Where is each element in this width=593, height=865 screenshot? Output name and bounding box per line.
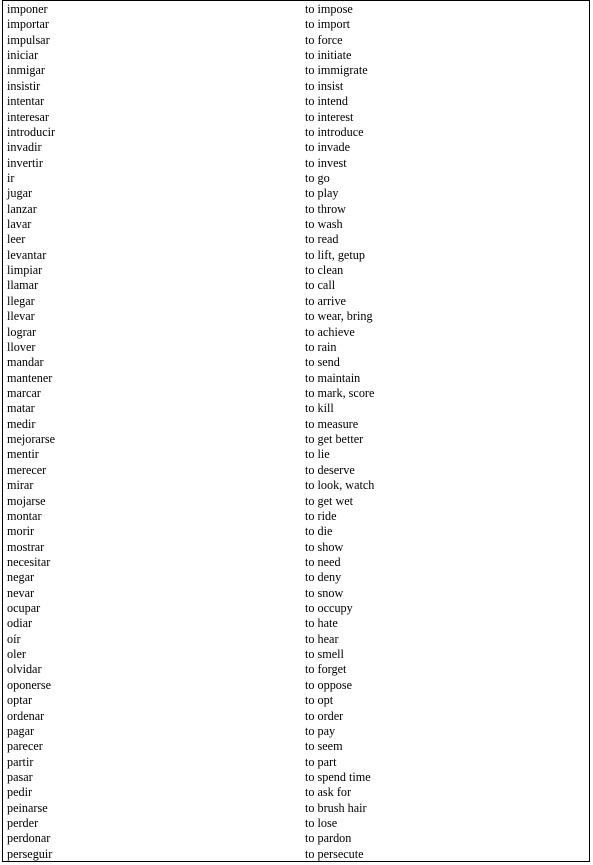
table-row bbox=[3, 417, 589, 432]
english-translation: to lift, getup bbox=[305, 247, 365, 262]
english-translation: to forget bbox=[305, 662, 347, 677]
spanish-verb: impulsar bbox=[7, 32, 50, 47]
english-translation: to play bbox=[305, 186, 339, 201]
spanish-verb: matar bbox=[7, 401, 35, 416]
english-translation: to lie bbox=[305, 447, 330, 462]
table-row bbox=[3, 94, 589, 109]
table-row bbox=[3, 432, 589, 447]
english-translation: to immigrate bbox=[305, 63, 368, 78]
table-row bbox=[3, 816, 589, 831]
spanish-verb: introducir bbox=[7, 124, 56, 139]
table-row bbox=[3, 278, 589, 293]
table-row bbox=[3, 1, 589, 17]
spanish-verb: mirar bbox=[7, 478, 34, 493]
table-row bbox=[3, 785, 589, 800]
table-row bbox=[3, 171, 589, 186]
english-translation: to show bbox=[305, 539, 344, 554]
english-translation: to die bbox=[305, 524, 333, 539]
spanish-verb: peinarse bbox=[7, 800, 48, 815]
table-row bbox=[3, 524, 589, 539]
spanish-verb: imponer bbox=[7, 2, 48, 16]
spanish-verb: levantar bbox=[7, 247, 47, 262]
english-translation: to order bbox=[305, 708, 344, 723]
english-translation: to seem bbox=[305, 739, 343, 754]
table-row bbox=[3, 140, 589, 155]
english-translation: to ride bbox=[305, 508, 337, 523]
english-translation: to clean bbox=[305, 263, 344, 278]
spanish-verb: importar bbox=[7, 17, 49, 32]
spanish-verb: invertir bbox=[7, 155, 43, 170]
spanish-verb: jugar bbox=[7, 186, 33, 201]
table-row bbox=[3, 202, 589, 217]
english-translation: to lose bbox=[305, 816, 338, 831]
english-translation: to ask for bbox=[305, 785, 352, 800]
english-translation: to pay bbox=[305, 723, 336, 738]
verb-table-body bbox=[3, 1, 589, 862]
english-translation: to send bbox=[305, 355, 340, 370]
spanish-verb: inmigar bbox=[7, 63, 45, 78]
spanish-verb: nevar bbox=[7, 585, 35, 600]
spanish-verb: necesitar bbox=[7, 554, 51, 569]
spanish-verb: mojarse bbox=[7, 493, 46, 508]
spanish-verb: lavar bbox=[7, 217, 32, 232]
english-translation: to smell bbox=[305, 647, 344, 662]
spanish-verb: merecer bbox=[7, 462, 47, 477]
spanish-verb: optar bbox=[7, 693, 33, 708]
english-translation: to deserve bbox=[305, 462, 355, 477]
spanish-verb: pagar bbox=[7, 723, 35, 738]
table-row bbox=[3, 33, 589, 48]
english-translation: to wash bbox=[305, 217, 343, 232]
english-translation: to invade bbox=[305, 140, 351, 155]
spanish-verb: mejorarse bbox=[7, 432, 56, 447]
table-row bbox=[3, 540, 589, 555]
english-translation: to impose bbox=[305, 2, 353, 16]
english-translation: to read bbox=[305, 232, 339, 247]
spanish-verb: llamar bbox=[7, 278, 39, 293]
spanish-verb: mentir bbox=[7, 447, 39, 462]
table-row bbox=[3, 156, 589, 171]
spanish-verb: oler bbox=[7, 647, 26, 662]
english-translation: to brush hair bbox=[305, 800, 367, 815]
english-translation: to oppose bbox=[305, 677, 353, 692]
table-row bbox=[3, 616, 589, 631]
english-translation: to throw bbox=[305, 201, 346, 216]
table-row bbox=[3, 294, 589, 309]
spanish-verb: oponerse bbox=[7, 677, 51, 692]
table-row bbox=[3, 371, 589, 386]
spanish-verb: perdonar bbox=[7, 831, 51, 846]
english-translation: to intend bbox=[305, 94, 348, 109]
table-row bbox=[3, 79, 589, 94]
spanish-verb: parecer bbox=[7, 739, 43, 754]
spanish-verb: ir bbox=[7, 170, 15, 185]
table-row bbox=[3, 355, 589, 370]
english-translation: to spend time bbox=[305, 769, 371, 784]
english-translation: to get wet bbox=[305, 493, 354, 508]
table-row bbox=[3, 555, 589, 570]
spanish-verb: llegar bbox=[7, 293, 35, 308]
english-translation: to snow bbox=[305, 585, 344, 600]
table-row bbox=[3, 755, 589, 770]
spanish-verb: mandar bbox=[7, 355, 44, 370]
table-row bbox=[3, 386, 589, 401]
spanish-verb: iniciar bbox=[7, 48, 39, 63]
table-row bbox=[3, 48, 589, 63]
english-translation: to call bbox=[305, 278, 336, 293]
table-row bbox=[3, 478, 589, 493]
english-translation: to deny bbox=[305, 570, 342, 585]
table-row bbox=[3, 232, 589, 247]
english-translation: to hear bbox=[305, 631, 339, 646]
english-translation: to need bbox=[305, 554, 341, 569]
english-translation: to occupy bbox=[305, 601, 353, 616]
table-row bbox=[3, 647, 589, 662]
english-translation: to initiate bbox=[305, 48, 352, 63]
english-translation: to hate bbox=[305, 616, 338, 631]
vocabulary-sheet bbox=[2, 0, 590, 862]
table-row bbox=[3, 340, 589, 355]
table-row bbox=[3, 709, 589, 724]
table-row bbox=[3, 601, 589, 616]
table-row bbox=[3, 739, 589, 754]
table-row bbox=[3, 125, 589, 140]
spanish-verb: pasar bbox=[7, 769, 33, 784]
spanish-verb: llevar bbox=[7, 309, 35, 324]
table-row bbox=[3, 217, 589, 232]
table-row bbox=[3, 724, 589, 739]
english-translation: to kill bbox=[305, 401, 334, 416]
table-row bbox=[3, 831, 589, 846]
spanish-verb: lanzar bbox=[7, 201, 37, 216]
spanish-verb: montar bbox=[7, 508, 42, 523]
spanish-verb: pedir bbox=[7, 785, 33, 800]
english-translation: to pardon bbox=[305, 831, 352, 846]
spanish-verb: partir bbox=[7, 754, 34, 769]
table-row bbox=[3, 570, 589, 585]
english-translation: to interest bbox=[305, 109, 354, 124]
spanish-verb: marcar bbox=[7, 385, 41, 400]
spanish-verb: odiar bbox=[7, 616, 33, 631]
table-row bbox=[3, 847, 589, 862]
spanish-verb: intentar bbox=[7, 94, 45, 109]
table-row bbox=[3, 494, 589, 509]
english-translation: to invest bbox=[305, 155, 347, 170]
english-translation: to go bbox=[305, 170, 330, 185]
table-row bbox=[3, 17, 589, 32]
table-row bbox=[3, 325, 589, 340]
table-row bbox=[3, 693, 589, 708]
spanish-verb: leer bbox=[7, 232, 26, 247]
table-row bbox=[3, 509, 589, 524]
english-translation: to insist bbox=[305, 78, 344, 93]
table-row bbox=[3, 586, 589, 601]
table-row bbox=[3, 248, 589, 263]
table-row bbox=[3, 186, 589, 201]
spanish-verb: medir bbox=[7, 416, 36, 431]
table-row bbox=[3, 447, 589, 462]
english-translation: to persecute bbox=[305, 846, 364, 861]
verb-table bbox=[3, 1, 589, 862]
english-translation: to measure bbox=[305, 416, 359, 431]
spanish-verb: mantener bbox=[7, 370, 53, 385]
spanish-verb: llover bbox=[7, 339, 36, 354]
english-translation: to introduce bbox=[305, 124, 364, 139]
table-row bbox=[3, 309, 589, 324]
spanish-verb: morir bbox=[7, 524, 35, 539]
english-translation: to arrive bbox=[305, 293, 346, 308]
spanish-verb: mostrar bbox=[7, 539, 45, 554]
table-row bbox=[3, 662, 589, 677]
spanish-verb: perder bbox=[7, 816, 39, 831]
english-translation: to import bbox=[305, 17, 351, 32]
english-translation: to mark, score bbox=[305, 385, 375, 400]
english-translation: to opt bbox=[305, 693, 334, 708]
spanish-verb: lograr bbox=[7, 324, 37, 339]
english-translation: to achieve bbox=[305, 324, 355, 339]
spanish-verb: limpiar bbox=[7, 263, 43, 278]
spanish-verb: ordenar bbox=[7, 708, 45, 723]
spanish-verb: insistir bbox=[7, 78, 41, 93]
table-row bbox=[3, 401, 589, 416]
table-row bbox=[3, 63, 589, 78]
table-row bbox=[3, 463, 589, 478]
table-row bbox=[3, 801, 589, 816]
english-translation: to look, watch bbox=[305, 478, 375, 493]
english-translation: to wear, bring bbox=[305, 309, 373, 324]
spanish-verb: oír bbox=[7, 631, 21, 646]
english-translation: to get better bbox=[305, 432, 364, 447]
table-row bbox=[3, 678, 589, 693]
english-translation: to rain bbox=[305, 339, 337, 354]
spanish-verb: perseguir bbox=[7, 846, 53, 861]
spanish-verb: negar bbox=[7, 570, 35, 585]
english-translation: to maintain bbox=[305, 370, 361, 385]
table-row bbox=[3, 632, 589, 647]
table-row bbox=[3, 110, 589, 125]
spanish-verb: ocupar bbox=[7, 601, 41, 616]
table-row bbox=[3, 263, 589, 278]
spanish-verb: invadir bbox=[7, 140, 42, 155]
english-translation: to force bbox=[305, 32, 343, 47]
table-row bbox=[3, 770, 589, 785]
english-translation: to part bbox=[305, 754, 337, 769]
spanish-verb: interesar bbox=[7, 109, 49, 124]
spanish-verb: olvidar bbox=[7, 662, 42, 677]
